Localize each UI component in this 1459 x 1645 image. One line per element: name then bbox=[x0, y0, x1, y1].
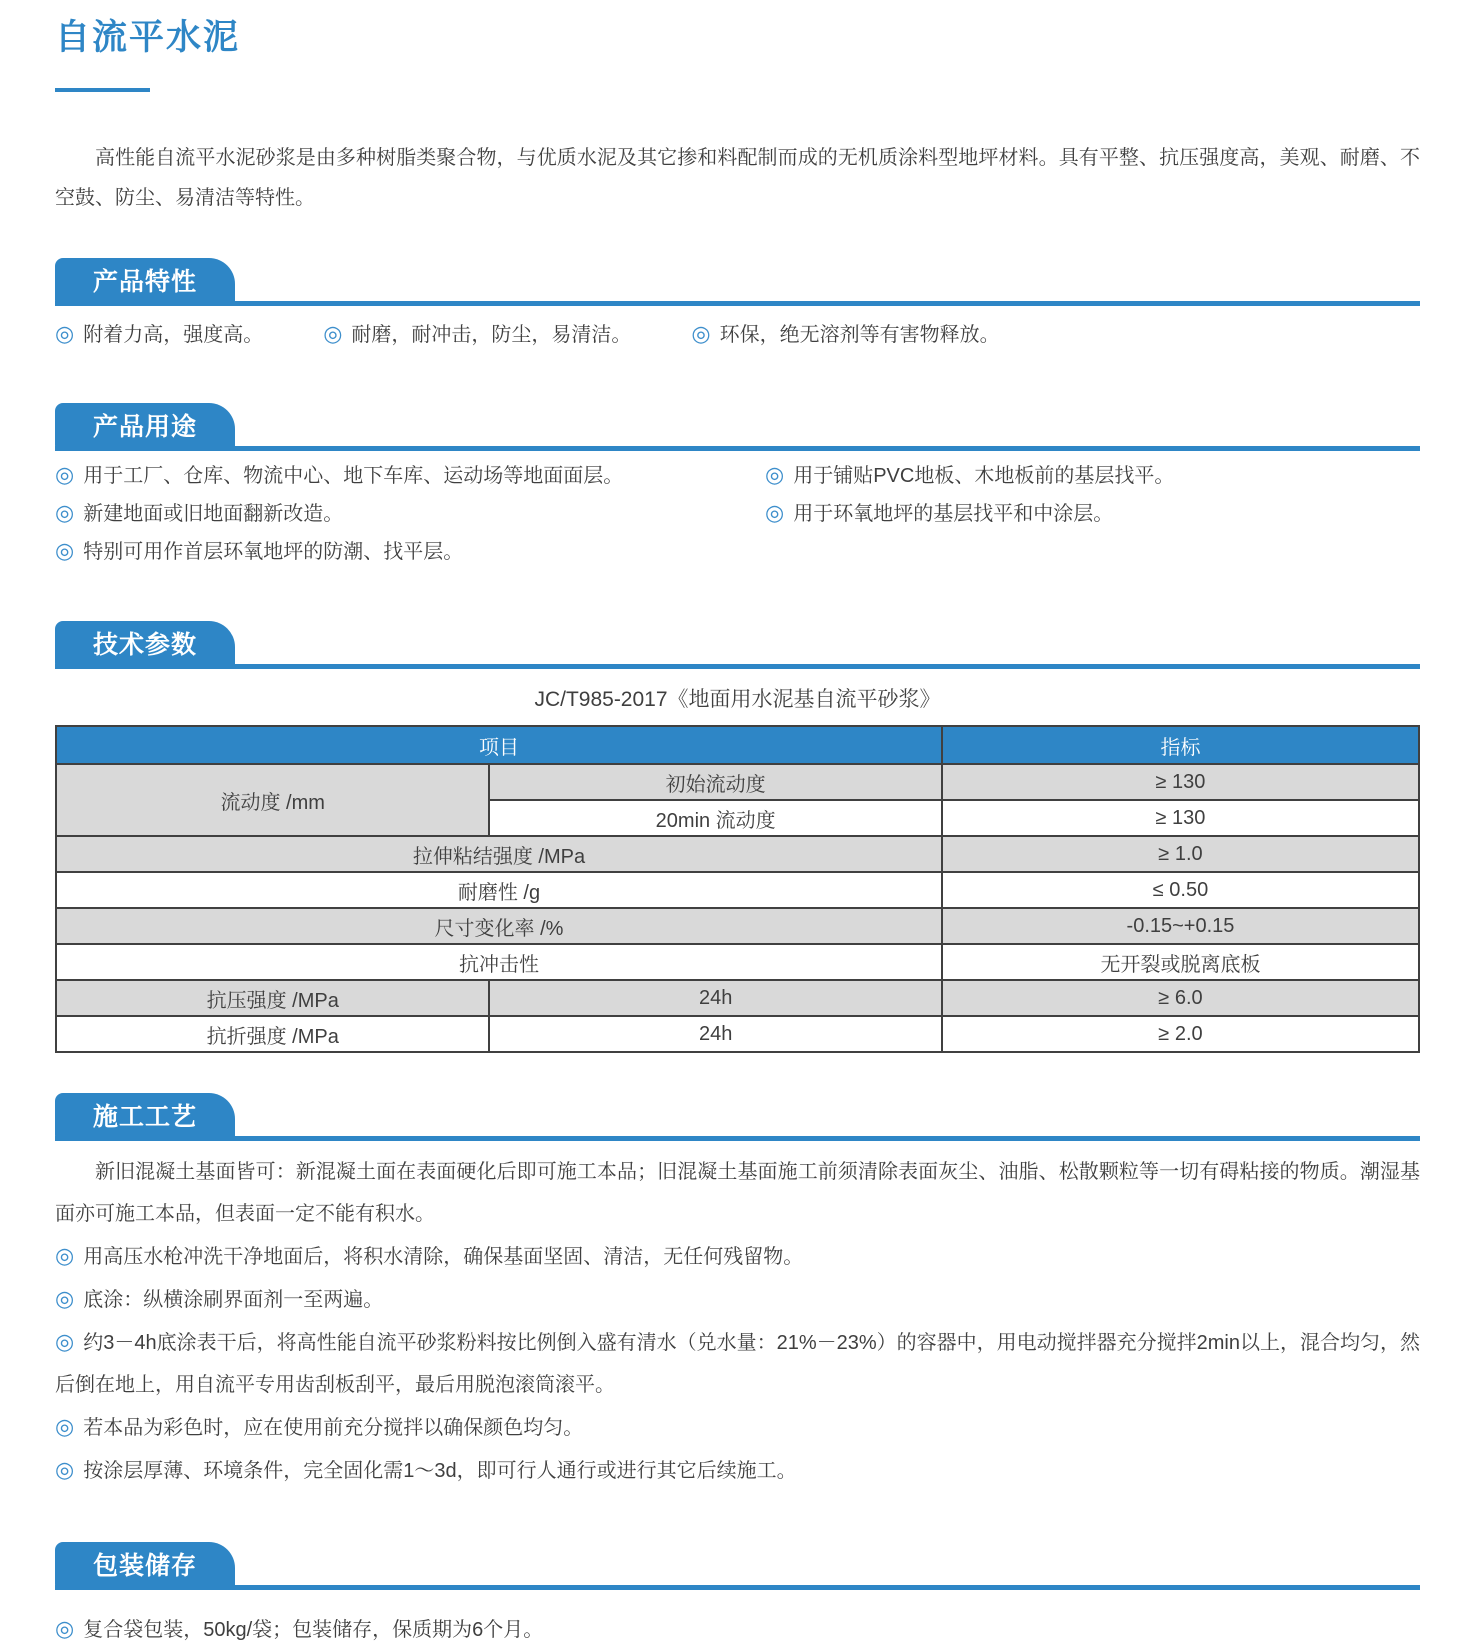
sub-cell: 20min 流动度 bbox=[489, 800, 942, 836]
section-tech bbox=[55, 621, 1420, 1053]
table-row bbox=[56, 836, 1419, 872]
value-cell: ≥ 130 bbox=[942, 764, 1419, 800]
feature-text: 附着力高，强度高。 bbox=[83, 324, 264, 346]
title-underline bbox=[55, 88, 150, 92]
section-title: 施工工艺 bbox=[93, 1103, 198, 1131]
use-text: 特别可用作首层环氧地坪的防潮、找平层。 bbox=[83, 541, 464, 563]
list-item bbox=[55, 1614, 1420, 1645]
list-item bbox=[55, 1321, 1420, 1406]
list-item bbox=[55, 463, 765, 488]
param-cell: 抗折强度 /MPa bbox=[56, 1016, 489, 1052]
section-title: 产品特性 bbox=[93, 268, 198, 296]
feature-list bbox=[55, 318, 1420, 351]
value-cell: -0.15~+0.15 bbox=[942, 908, 1419, 944]
section-header-features bbox=[55, 258, 1420, 306]
process-step-text: 用高压水枪冲洗干净地面后，将积水清除，确保基面坚固、清洁，无任何残留物。 bbox=[83, 1246, 804, 1268]
section-features bbox=[55, 258, 1420, 351]
process-paragraph: 新旧混凝土基面皆可：新混凝土面在表面硬化后即可施工本品；旧混凝土基面施工前须清除表面灰尘、油脂、松散颗粒等一切有碍粘接的物质。潮湿基面亦可施工本品，但表面一定不能有积水。 bbox=[55, 1161, 1420, 1225]
double-circle-bullet-icon: ◎ bbox=[55, 1414, 75, 1439]
section-header-packaging bbox=[55, 1542, 1420, 1590]
table-row bbox=[56, 944, 1419, 980]
section-tab bbox=[55, 258, 235, 306]
double-circle-bullet-icon: ◎ bbox=[55, 1329, 75, 1354]
section-title: 技术参数 bbox=[93, 631, 198, 659]
table-row bbox=[56, 980, 1419, 1016]
param-cell: 抗冲击性 bbox=[56, 944, 942, 980]
table-caption: JC/T985-2017《地面用水泥基自流平砂浆》 bbox=[534, 688, 941, 711]
param-cell: 尺寸变化率 /% bbox=[56, 908, 942, 944]
list-item bbox=[55, 539, 765, 564]
section-tab bbox=[55, 1542, 235, 1590]
double-circle-bullet-icon: ◎ bbox=[55, 538, 75, 563]
section-header-tech bbox=[55, 621, 1420, 669]
sub-cell: 24h bbox=[489, 1016, 942, 1052]
value-cell: ≥ 130 bbox=[942, 800, 1419, 836]
list-item bbox=[323, 318, 631, 351]
feature-text: 耐磨，耐冲击，防尘，易清洁。 bbox=[351, 324, 632, 346]
process-step-text: 约3－4h底涂表干后，将高性能自流平砂浆粉料按比例倒入盛有清水（兑水量：21%－23%）的容器中，用电动搅拌器充分搅拌2min以上，混合均匀，然后倒在地上，用自流平专用齿刮板刮平，最后用脱泡滚筒滚平。 bbox=[55, 1332, 1420, 1396]
param-cell: 耐磨性 /g bbox=[56, 872, 942, 908]
sub-cell: 24h bbox=[489, 980, 942, 1016]
use-text: 新建地面或旧地面翻新改造。 bbox=[83, 503, 344, 525]
section-uses bbox=[55, 403, 1420, 577]
section-tab bbox=[55, 1093, 235, 1141]
use-text: 用于铺贴PVC地板、木地板前的基层找平。 bbox=[793, 465, 1175, 487]
section-underline bbox=[55, 1136, 1420, 1141]
process-step-text: 若本品为彩色时，应在使用前充分搅拌以确保颜色均匀。 bbox=[83, 1417, 584, 1439]
tech-table bbox=[55, 725, 1420, 1053]
table-row bbox=[56, 872, 1419, 908]
process-step-text: 底涂：纵横涂刷界面剂一至两遍。 bbox=[83, 1289, 384, 1311]
list-item bbox=[691, 318, 999, 351]
section-title: 包装储存 bbox=[93, 1552, 198, 1580]
double-circle-bullet-icon: ◎ bbox=[55, 500, 75, 525]
value-cell: ≥ 6.0 bbox=[942, 980, 1419, 1016]
table-row bbox=[56, 1016, 1419, 1052]
list-item bbox=[55, 1449, 1420, 1492]
list-item bbox=[765, 501, 1420, 526]
double-circle-bullet-icon: ◎ bbox=[765, 462, 785, 487]
table-row bbox=[56, 764, 1419, 800]
use-text: 用于环氧地坪的基层找平和中涂层。 bbox=[793, 503, 1114, 525]
page-title: 自流平水泥 bbox=[55, 18, 241, 57]
section-underline bbox=[55, 1585, 1420, 1590]
double-circle-bullet-icon: ◎ bbox=[55, 462, 75, 487]
section-underline bbox=[55, 446, 1420, 451]
double-circle-bullet-icon: ◎ bbox=[55, 1243, 75, 1268]
section-tab bbox=[55, 621, 235, 669]
list-item bbox=[55, 1406, 1420, 1449]
column-header-item: 项目 bbox=[56, 726, 942, 764]
list-item bbox=[55, 1235, 1420, 1278]
param-cell: 拉伸粘结强度 /MPa bbox=[56, 836, 942, 872]
section-header-process bbox=[55, 1093, 1420, 1141]
section-header-uses bbox=[55, 403, 1420, 451]
use-text: 用于工厂、仓库、物流中心、地下车库、运动场等地面面层。 bbox=[83, 465, 624, 487]
list-item bbox=[55, 1278, 1420, 1321]
section-process bbox=[55, 1093, 1420, 1492]
double-circle-bullet-icon: ◎ bbox=[55, 1457, 75, 1482]
intro-paragraph: 高性能自流平水泥砂浆是由多种树脂类聚合物，与优质水泥及其它掺和料配制而成的无机质涂料型地坪材料。具有平整、抗压强度高，美观、耐磨、不空鼓、防尘、易清洁等特性。 bbox=[55, 147, 1420, 209]
section-title: 产品用途 bbox=[93, 413, 198, 441]
table-row bbox=[56, 908, 1419, 944]
list-item bbox=[55, 318, 263, 351]
section-underline bbox=[55, 664, 1420, 669]
feature-text: 环保，绝无溶剂等有害物释放。 bbox=[719, 324, 1000, 346]
uses-column-left bbox=[55, 463, 765, 577]
section-packaging bbox=[55, 1542, 1420, 1645]
param-cell: 抗压强度 /MPa bbox=[56, 980, 489, 1016]
value-cell: ≥ 2.0 bbox=[942, 1016, 1419, 1052]
value-cell: 无开裂或脱离底板 bbox=[942, 944, 1419, 980]
param-cell: 流动度 /mm bbox=[56, 764, 489, 836]
process-step-text: 按涂层厚薄、环境条件，完全固化需1～3d，即可行人通行或进行其它后续施工。 bbox=[83, 1460, 797, 1482]
section-tab bbox=[55, 403, 235, 451]
section-underline bbox=[55, 301, 1420, 306]
double-circle-bullet-icon: ◎ bbox=[55, 1286, 75, 1311]
sub-cell: 初始流动度 bbox=[489, 764, 942, 800]
uses-column-right bbox=[765, 463, 1420, 577]
double-circle-bullet-icon: ◎ bbox=[765, 500, 785, 525]
double-circle-bullet-icon: ◎ bbox=[55, 321, 75, 346]
double-circle-bullet-icon: ◎ bbox=[55, 1616, 75, 1641]
list-item bbox=[765, 463, 1420, 488]
packaging-text: 复合袋包装，50kg/袋；包装储存，保质期为6个月。 bbox=[83, 1619, 544, 1641]
column-header-value: 指标 bbox=[942, 726, 1419, 764]
uses-columns bbox=[55, 463, 1420, 577]
value-cell: ≥ 1.0 bbox=[942, 836, 1419, 872]
value-cell: ≤ 0.50 bbox=[942, 872, 1419, 908]
table-header-row bbox=[56, 726, 1419, 764]
double-circle-bullet-icon: ◎ bbox=[323, 321, 343, 346]
list-item bbox=[55, 501, 765, 526]
double-circle-bullet-icon: ◎ bbox=[691, 321, 711, 346]
